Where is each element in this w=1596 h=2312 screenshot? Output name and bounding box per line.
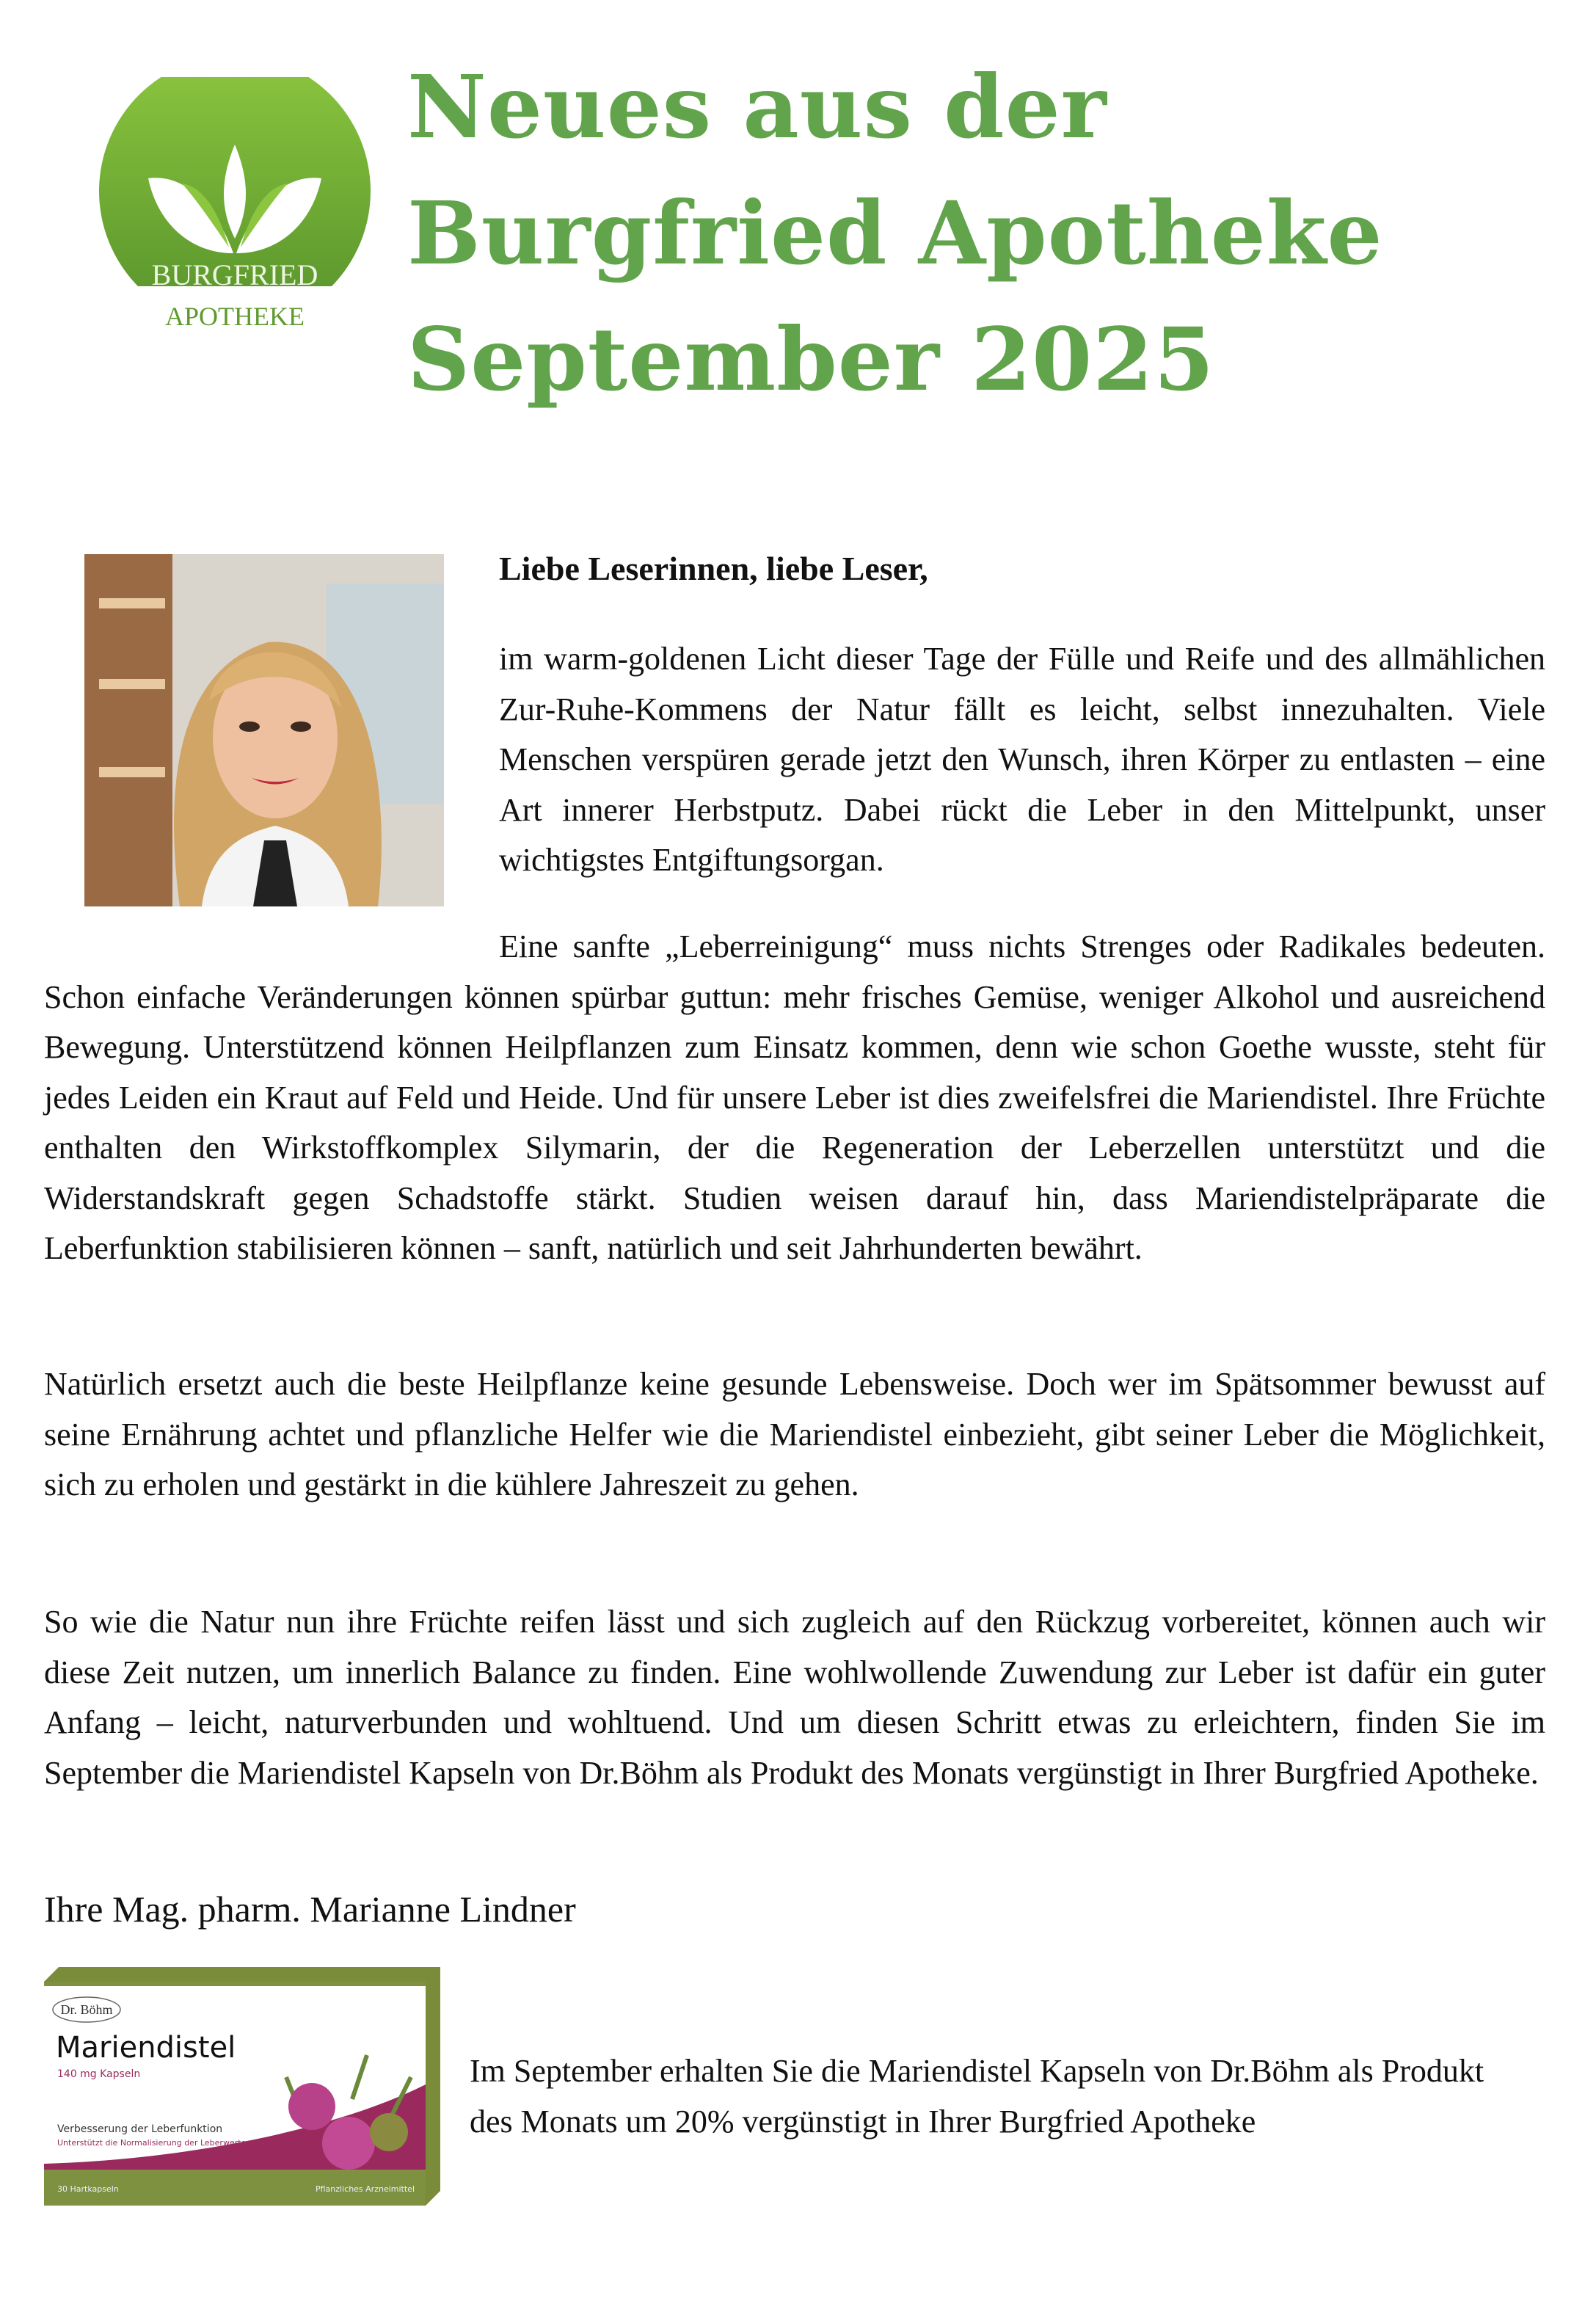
letter-paragraph-2: Eine sanfte „Leberreinigung“ muss nichts Strenges oder Radikales bedeuten. Schon einfache Veränderungen können spürbar guttun: mehr frisches Gemüse, weniger Alkohol und ausreichend Bewegung. Unterstützend können Heilpflanzen zum Einsatz kommen, denn wie schon Goethe wusste, steht für jedes Leiden ein Kraut auf Feld und Heide. Und für unsere Leber ist dies zweifelsfrei die Mariendistel. Ihre Früchte enthalten den Wirkstoffkomplex Silymarin, der die Regeneration der Leberzellen unterstützt und die Widerstandskraft gegen Schadstoffe stärkt. Studien weisen darauf hin, dass Mariendistelpräparate die Leberfunktion stabilisieren können – sanft, natürlich und seit Jahrhunderten bewährt. bbox=[44, 928, 1545, 1266]
title-line-2: Burgfried Apotheke bbox=[407, 182, 1383, 284]
product-promo-text: Im September erhalten Sie die Mariendistel Kapseln von Dr.Böhm als Produkt des Monats um 20% vergünstigt in Ihrer Burgfried Apotheke bbox=[470, 2053, 1484, 2140]
letter-paragraph-3: Natürlich ersetzt auch die beste Heilpflanze keine gesunde Lebensweise. Doch wer im Spätsommer bewusst auf seine Ernährung achtet und pflanzliche Helfer wie die Mariendistel einbezieht, gibt seiner Leber die Möglichkeit, sich zu erholen und gestärkt in die kühlere Jahreszeit zu gehen. bbox=[44, 1366, 1545, 1502]
letter-paragraph-1: im warm-goldenen Licht dieser Tage der Fülle und Reife und des allmählichen Zur-Ruhe-Kommens der Natur fällt es leicht, selbst innezuhalten. Viele Menschen verspüren gerade jetzt den Wunsch, ihren Körper zu entlasten – eine Art innerer Herbstputz. Dabei rückt die Leber in den Mittelpunkt, unser wichtigstes Entgiftungsorgan. bbox=[499, 641, 1545, 878]
pharmacy-logo bbox=[95, 77, 374, 341]
logo-text-apotheke: APOTHEKE bbox=[165, 302, 305, 331]
logo-text-burgfried: BURGFRIED bbox=[151, 258, 318, 291]
letter-greeting: Liebe Leserinnen, liebe Leser, bbox=[499, 550, 928, 587]
product-type: Pflanzliches Arzneimittel bbox=[315, 2184, 415, 2194]
title-line-3: September 2025 bbox=[407, 308, 1215, 410]
product-image bbox=[44, 1967, 440, 2206]
product-brand: Dr. Böhm bbox=[60, 2002, 113, 2017]
letter-signature: Ihre Mag. pharm. Marianne Lindner bbox=[44, 1889, 576, 1930]
product-subclaim: Unterstützt die Normalisierung der Leberwerte bbox=[57, 2138, 247, 2148]
product-name: Mariendistel bbox=[56, 2031, 236, 2065]
newsletter-title bbox=[407, 44, 1383, 423]
title-line-1: Neues aus der bbox=[407, 56, 1107, 158]
product-count: 30 Hartkapseln bbox=[57, 2184, 119, 2194]
letter-paragraph-4: So wie die Natur nun ihre Früchte reifen lässt und sich zugleich auf den Rückzug vorbereitet, können auch wir diese Zeit nutzen, um innerlich Balance zu finden. Eine wohlwollende Zuwendung zur Leber ist dafür ein guter Anfang – leicht, naturverbunden und wohltuend. Und um diesen Schritt etwas zu erleichtern, finden Sie im September die Mariendistel Kapseln von Dr.Böhm als Produkt des Monats vergünstigt in Ihrer Burgfried Apotheke. bbox=[44, 1604, 1545, 1791]
product-dose: 140 mg Kapseln bbox=[57, 2068, 141, 2080]
pharmacist-photo bbox=[84, 554, 444, 906]
product-claim: Verbesserung der Leberfunktion bbox=[57, 2123, 223, 2135]
